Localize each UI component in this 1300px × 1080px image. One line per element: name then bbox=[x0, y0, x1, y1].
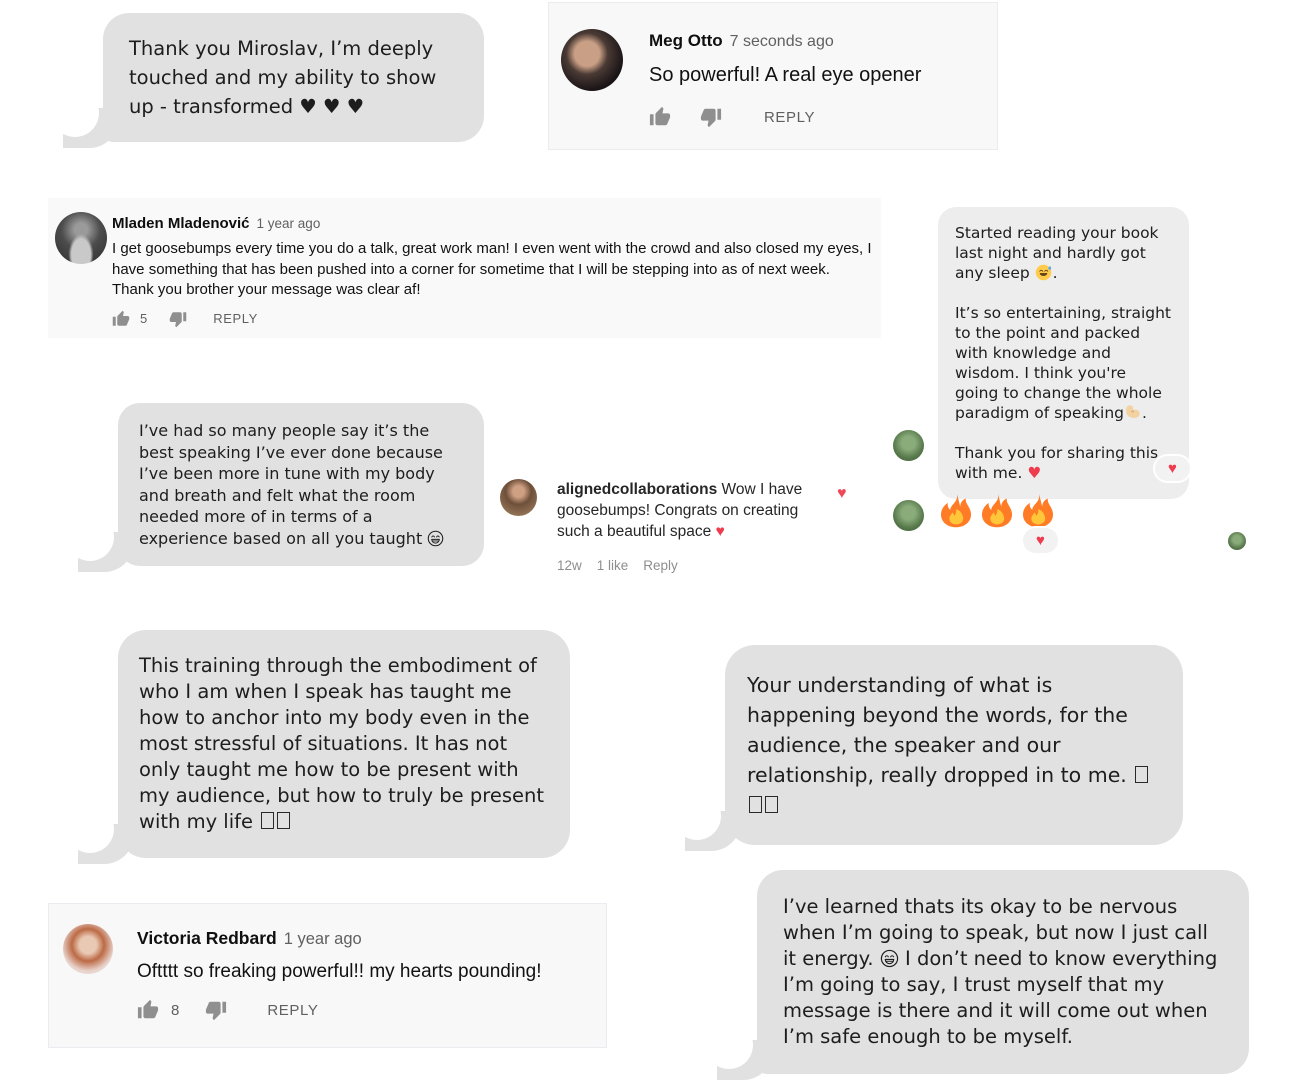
thumbs-up-icon[interactable] bbox=[649, 106, 671, 128]
instagram-username[interactable]: alignedcollaborations bbox=[557, 481, 718, 498]
comment-timestamp: 7 seconds ago bbox=[729, 33, 834, 50]
comment-author[interactable]: Meg Otto bbox=[649, 31, 723, 50]
bubble-text: I’ve learned thats its okay to be nervous when I’m going to speak, but now I just call it energy. bbox=[783, 895, 1208, 970]
flexed-bicep-emoji bbox=[1124, 403, 1142, 421]
comment-author[interactable]: Victoria Redbard bbox=[137, 928, 277, 948]
bubble-text bbox=[747, 670, 1161, 820]
avatar[interactable] bbox=[893, 500, 924, 531]
reply-button[interactable]: REPLY bbox=[267, 1001, 319, 1019]
bubble-paragraph bbox=[955, 223, 1172, 283]
avatar[interactable] bbox=[893, 430, 924, 461]
thumbs-down-icon[interactable] bbox=[700, 106, 722, 128]
comment-text: Oftttt so freaking powerful!! my hearts pounding! bbox=[137, 961, 542, 982]
bubble-text: . bbox=[1052, 264, 1058, 282]
grinning-face-emoji bbox=[880, 949, 899, 968]
fire-emoji-message bbox=[936, 490, 1058, 530]
fire-emoji bbox=[977, 490, 1017, 530]
comment-text: Wow I have goosebumps! Congrats on creating such a beautiful space bbox=[557, 481, 803, 540]
bubble-text: Thank you Miroslav, I’m deeply touched and my ability to show up - transformed ♥ ♥ ♥ bbox=[129, 37, 437, 118]
comment-timestamp: 1 year ago bbox=[256, 216, 321, 231]
avatar[interactable] bbox=[55, 212, 107, 264]
missing-glyph-box bbox=[1135, 766, 1148, 783]
avatar[interactable] bbox=[561, 29, 623, 91]
like-count: 8 bbox=[171, 1001, 180, 1019]
red-heart-emoji: ♥ bbox=[715, 523, 725, 540]
bubble-paragraph bbox=[955, 303, 1172, 423]
comment-text: I get goosebumps every time you do a talk, great work man! I even went with the crowd and also closed my eyes, I have something that has been pushed into a corner for sometime that I will be stepping into as of next week. Thank you brother your message was clear af! bbox=[112, 240, 872, 298]
bubble-text: Started reading your book last night and hardly got any sleep bbox=[955, 224, 1159, 282]
youtube-comment-victoria bbox=[48, 903, 607, 1048]
youtube-comment-meg bbox=[548, 2, 998, 150]
chat-bubble-book bbox=[938, 207, 1189, 499]
bubble-text bbox=[139, 653, 549, 835]
comment-meta bbox=[557, 555, 833, 576]
thumbs-down-icon[interactable] bbox=[169, 310, 187, 328]
chat-bubble-training bbox=[118, 630, 570, 858]
chat-bubble-thanks bbox=[103, 13, 484, 142]
bubble-text: Your understanding of what is happening beyond the words, for the audience, the speaker and our relationship, really dropped in to me. bbox=[747, 673, 1134, 787]
comment-header bbox=[112, 215, 872, 233]
comment-actions bbox=[112, 310, 872, 328]
comment-age: 12w bbox=[557, 558, 582, 573]
like-heart-icon[interactable]: ♥ bbox=[837, 485, 847, 502]
missing-glyph-box bbox=[277, 812, 290, 829]
avatar[interactable] bbox=[1228, 532, 1246, 550]
bubble-text: It’s so entertaining, straight to the point and packed with knowledge and wisdom. I think you're going to change the whole paradigm of speaking bbox=[955, 304, 1172, 422]
fire-emoji bbox=[936, 490, 976, 530]
comment-actions bbox=[649, 106, 989, 128]
heart-icon: ♥ bbox=[1036, 532, 1045, 549]
bubble-text: Thank you for sharing this with me. bbox=[955, 444, 1159, 482]
fire-emoji bbox=[1018, 490, 1058, 530]
thumbs-up-icon[interactable] bbox=[112, 310, 130, 328]
bubble-text bbox=[783, 894, 1223, 1050]
bubble-text bbox=[139, 420, 463, 549]
chat-bubble-understanding bbox=[725, 645, 1183, 845]
comment-header bbox=[649, 31, 989, 51]
missing-glyph-box bbox=[765, 796, 778, 813]
comment-text: So powerful! A real eye opener bbox=[649, 64, 922, 86]
like-count[interactable]: 1 like bbox=[596, 558, 629, 573]
avatar[interactable] bbox=[500, 479, 537, 516]
comment-actions bbox=[137, 999, 597, 1021]
reply-button[interactable]: REPLY bbox=[764, 108, 816, 126]
sweat-smile-emoji bbox=[1035, 263, 1053, 281]
bubble-text: I don’t need to know everything I’m going to say, I trust myself that my message is there and it will come out when I’m safe enough to be myself. bbox=[783, 947, 1218, 1048]
red-heart-emoji: ♥ bbox=[1027, 464, 1042, 482]
comment-timestamp: 1 year ago bbox=[283, 930, 362, 948]
reply-button[interactable]: REPLY bbox=[213, 311, 258, 326]
thumbs-down-icon[interactable] bbox=[205, 999, 227, 1021]
thumbs-up-icon[interactable] bbox=[137, 999, 159, 1021]
heart-icon: ♥ bbox=[1168, 460, 1177, 477]
bubble-text: I’ve had so many people say it’s the best speaking I’ve ever done because I’ve been more in tune with my body and breath and felt what the room needed more of in terms of a experience based on all you taught bbox=[139, 421, 443, 548]
chat-bubble-nervous bbox=[757, 870, 1249, 1074]
avatar[interactable] bbox=[63, 924, 113, 974]
missing-glyph-box bbox=[749, 796, 762, 813]
bubble-text: This training through the embodiment of who I am when I speak has taught me how to anchor into my body even in the most stressful of situations. It has not only taught me how to be present with my audience, but how to truly be present with my life bbox=[139, 654, 544, 833]
reply-button[interactable]: Reply bbox=[643, 558, 678, 573]
missing-glyph-box bbox=[261, 812, 274, 829]
comment-author[interactable]: Mladen Mladenović bbox=[112, 215, 250, 232]
bubble-paragraph bbox=[955, 443, 1172, 483]
comment-header bbox=[137, 928, 597, 949]
grinning-face-emoji bbox=[427, 530, 444, 547]
bubble-text: . bbox=[1141, 404, 1147, 422]
chat-bubble-people-say bbox=[118, 403, 484, 566]
youtube-comment-mladen bbox=[48, 198, 881, 338]
like-count: 5 bbox=[140, 311, 148, 326]
heart-reaction-badge[interactable] bbox=[1023, 528, 1058, 553]
